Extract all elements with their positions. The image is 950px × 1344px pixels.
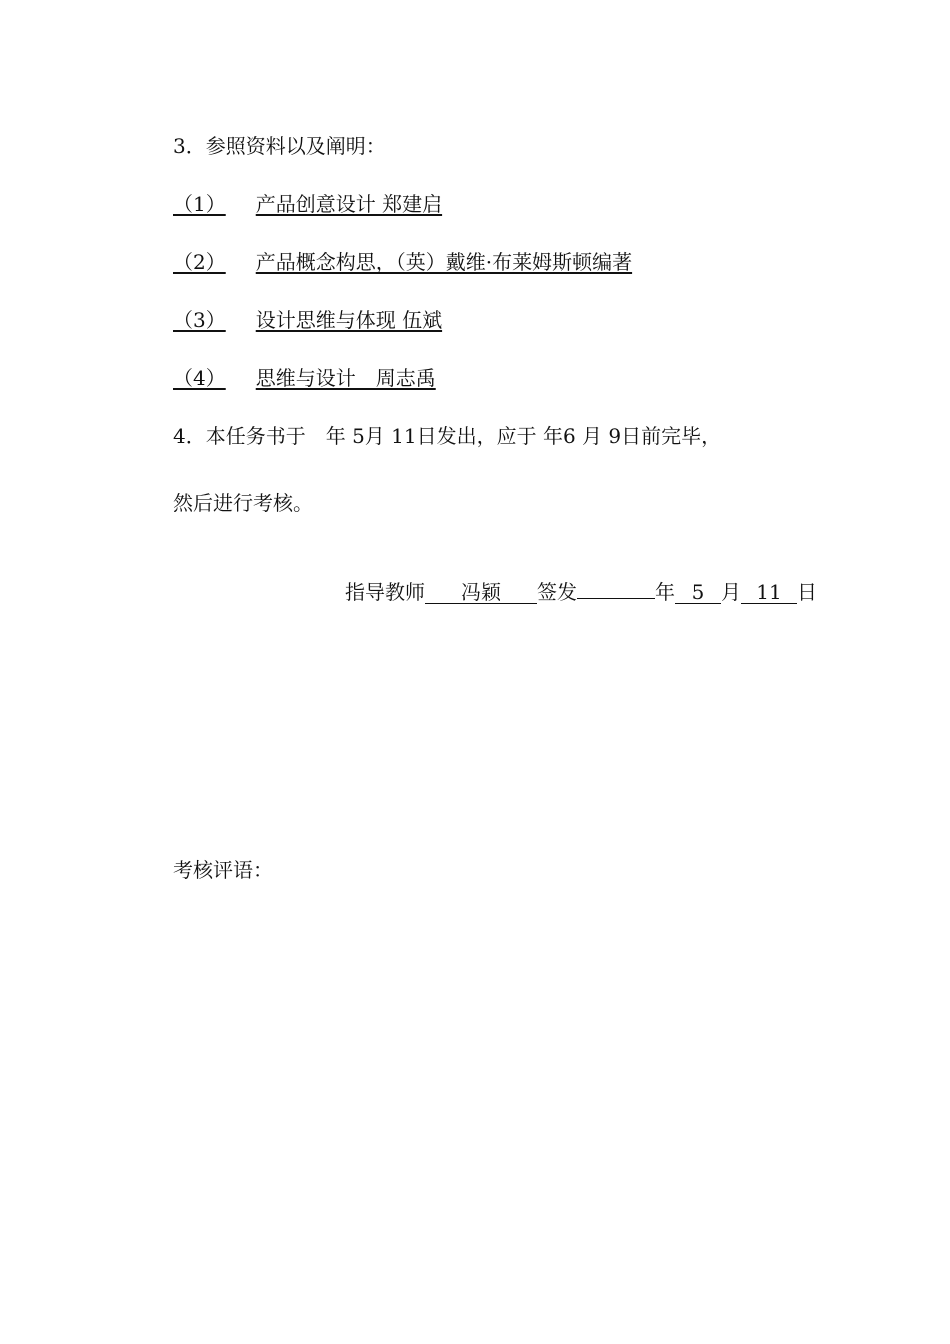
reference-item-2: [173, 249, 632, 275]
evaluation-label: 考核评语：: [173, 858, 273, 882]
day-value: 11: [741, 581, 797, 604]
reference-number: （1）: [173, 192, 226, 216]
reference-number: （4）: [173, 366, 226, 390]
reference-item-1: [173, 191, 442, 217]
year-blank: [577, 598, 655, 599]
issue-label: 签发: [537, 580, 577, 604]
teacher-name: 冯颖: [425, 581, 537, 604]
signature-line: [345, 579, 817, 605]
reference-text: 思维与设计 周志禹: [255, 366, 436, 390]
day-label: 日: [797, 580, 817, 604]
section-4-line-1: 4．本任务书于 年 5月 11日发出，应于 年6 月 9日前完毕，: [173, 424, 722, 448]
month-label: 月: [721, 580, 741, 604]
reference-item-3: [173, 307, 442, 333]
section-4-line-2: 然后进行考核。: [173, 491, 313, 515]
section-3-heading: 3．参照资料以及阐明：: [173, 134, 386, 158]
reference-item-4: [173, 365, 436, 391]
reference-number: （2）: [173, 250, 226, 274]
reference-text: 产品创意设计 郑建启: [255, 192, 443, 216]
teacher-label: 指导教师: [345, 580, 425, 604]
reference-number: （3）: [173, 308, 226, 332]
reference-text: 产品概念构思，（英）戴维·布莱姆斯顿编著: [255, 250, 633, 274]
month-value: 5: [675, 581, 721, 604]
year-label: 年: [655, 580, 675, 604]
reference-text: 设计思维与体现 伍斌: [255, 308, 443, 332]
